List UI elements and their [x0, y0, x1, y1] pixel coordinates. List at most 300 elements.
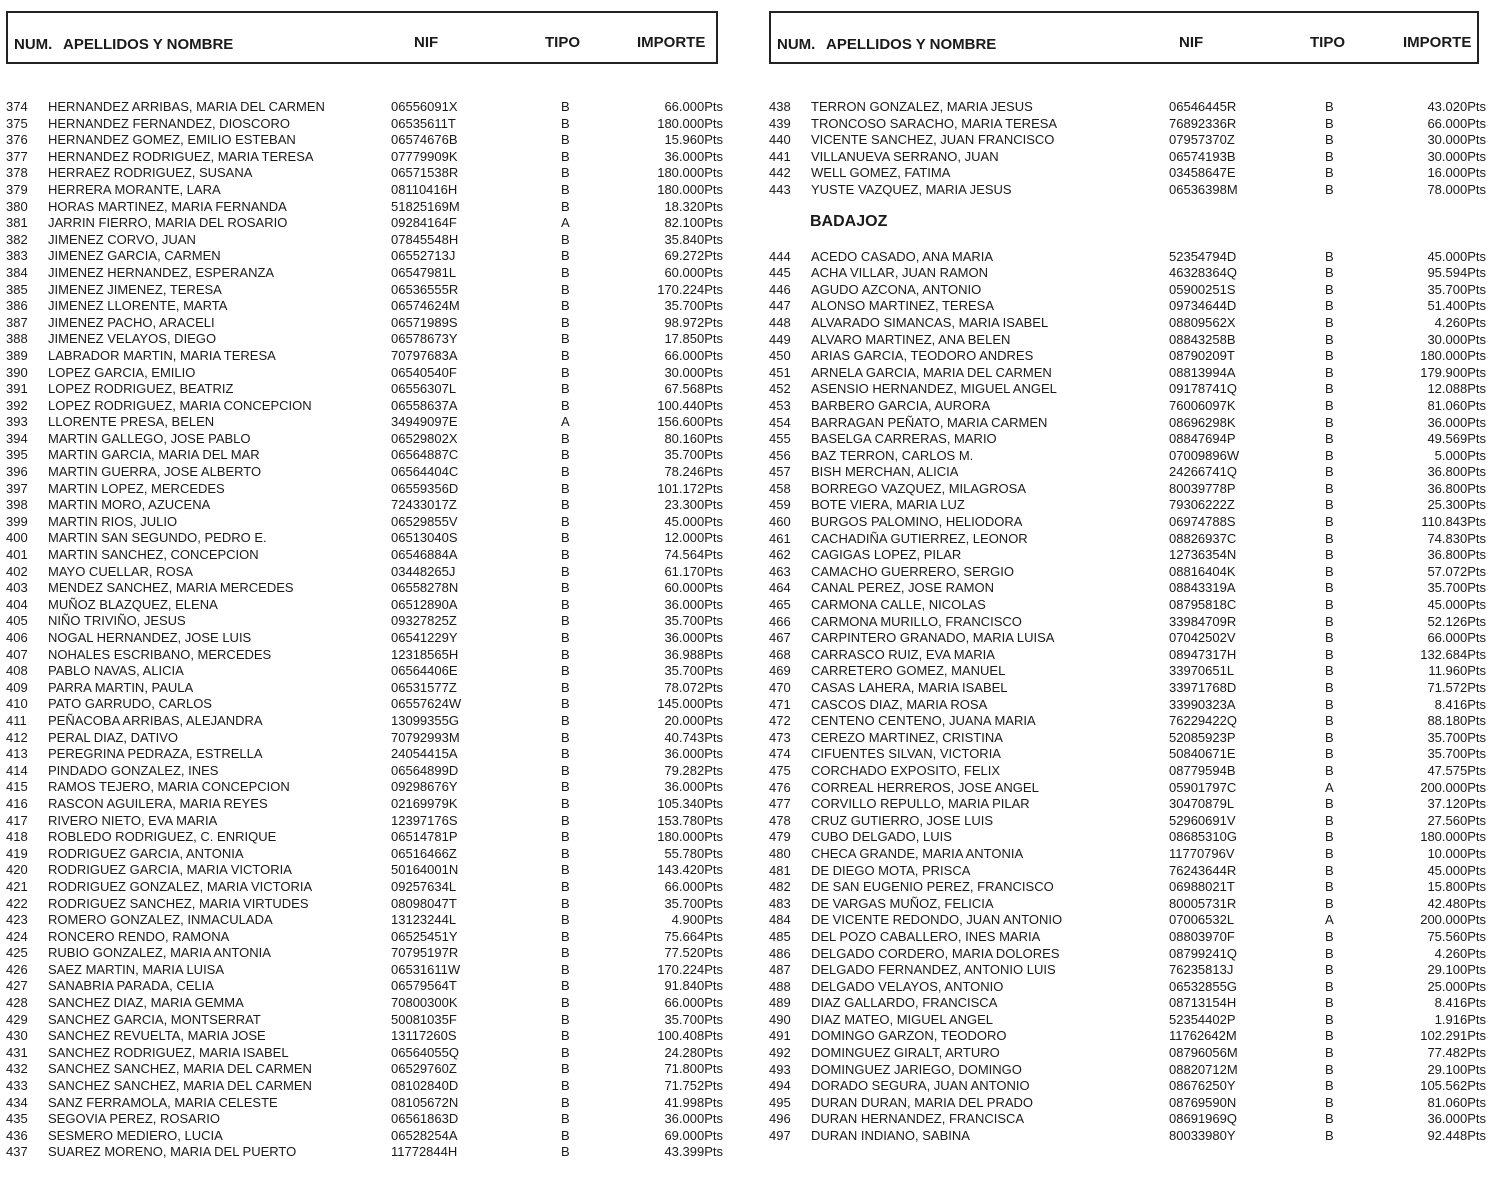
row-name: CENTENO CENTENO, JUANA MARIA — [811, 713, 1036, 729]
row-tipo: B — [1325, 248, 1334, 264]
row-tipo: B — [561, 464, 570, 480]
row-name: DOMINGUEZ JARIEGO, DOMINGO — [811, 1061, 1022, 1077]
row-nif: 06578673Y — [391, 331, 458, 347]
row-num: 431 — [6, 1044, 28, 1060]
row-nif: 08809562X — [1169, 314, 1236, 330]
table-row — [769, 730, 1485, 747]
row-nif: 52354402P — [1169, 1011, 1236, 1027]
row-tipo: B — [561, 563, 570, 579]
row-num: 407 — [6, 646, 28, 662]
row-tipo: B — [561, 995, 570, 1011]
left-rows — [6, 99, 726, 1161]
row-importe: 66.000Pts — [664, 347, 723, 363]
table-row — [769, 813, 1485, 830]
row-importe: 36.800Pts — [1427, 464, 1486, 480]
row-importe: 77.482Pts — [1427, 1045, 1486, 1061]
row-name: JIMENEZ GARCIA, CARMEN — [48, 248, 221, 264]
row-tipo: B — [1325, 563, 1334, 579]
row-num: 489 — [769, 995, 791, 1011]
row-num: 479 — [769, 829, 791, 845]
row-tipo: B — [1325, 181, 1334, 197]
row-nif: 08796056M — [1169, 1045, 1238, 1061]
row-num: 442 — [769, 165, 791, 181]
row-tipo: B — [1325, 995, 1334, 1011]
row-num: 408 — [6, 663, 28, 679]
row-importe: 17.850Pts — [664, 331, 723, 347]
row-name: ACEDO CASADO, ANA MARIA — [811, 248, 994, 264]
table-row — [6, 862, 726, 879]
row-importe: 8.416Pts — [1434, 696, 1486, 712]
row-importe: 98.972Pts — [664, 314, 723, 330]
row-nif: 08696298K — [1169, 414, 1236, 430]
table-row — [6, 182, 726, 199]
row-num: 402 — [6, 563, 28, 579]
row-tipo: B — [561, 945, 570, 961]
row-tipo: B — [561, 912, 570, 928]
row-tipo: B — [1325, 729, 1334, 745]
row-tipo: B — [1325, 746, 1334, 762]
row-num: 434 — [6, 1094, 28, 1110]
row-name: CIFUENTES SILVAN, VICTORIA — [811, 746, 1001, 762]
row-importe: 102.291Pts — [1420, 1028, 1486, 1044]
row-num: 375 — [6, 115, 28, 131]
table-row — [769, 497, 1485, 514]
row-nif: 05900251S — [1169, 281, 1236, 297]
row-num: 423 — [6, 912, 28, 928]
row-importe: 12.000Pts — [664, 530, 723, 546]
row-name: ALVARO MARTINEZ, ANA BELEN — [811, 331, 1011, 347]
row-tipo: B — [561, 1144, 570, 1160]
table-row — [769, 1062, 1485, 1079]
row-num: 412 — [6, 729, 28, 745]
row-num: 481 — [769, 862, 791, 878]
row-num: 404 — [6, 596, 28, 612]
row-num: 467 — [769, 630, 791, 646]
header-nif: NIF — [414, 34, 439, 51]
row-tipo: B — [561, 298, 570, 314]
table-row — [6, 945, 726, 962]
row-importe: 18.320Pts — [664, 198, 723, 214]
row-importe: 101.172Pts — [657, 480, 723, 496]
row-importe: 75.664Pts — [664, 928, 723, 944]
row-num: 474 — [769, 746, 791, 762]
row-tipo: B — [561, 1111, 570, 1127]
row-nif: 33971768D — [1169, 680, 1237, 695]
table-row — [769, 149, 1485, 166]
row-num: 497 — [769, 1128, 791, 1144]
row-importe: 200.000Pts — [1420, 912, 1486, 928]
table-row — [769, 348, 1485, 365]
row-num: 494 — [769, 1078, 791, 1094]
row-tipo: B — [561, 630, 570, 645]
row-tipo: B — [561, 712, 570, 728]
row-importe: 30.000Pts — [1427, 132, 1486, 148]
row-nif: 07779909K — [391, 148, 458, 164]
row-nif: 06536398M — [1169, 181, 1238, 197]
row-name: DURAN INDIANO, SABINA — [811, 1128, 970, 1144]
row-importe: 179.900Pts — [1420, 364, 1486, 380]
row-name: ROMERO GONZALEZ, INMACULADA — [48, 912, 273, 928]
row-name: LOPEZ RODRIGUEZ, BEATRIZ — [48, 381, 234, 397]
row-num: 473 — [769, 729, 791, 745]
row-name: DURAN HERNANDEZ, FRANCISCA — [811, 1111, 1025, 1127]
section-title-badajoz — [769, 199, 1485, 249]
row-tipo: B — [561, 430, 570, 446]
row-tipo: B — [561, 1011, 570, 1027]
row-importe: 200.000Pts — [1420, 779, 1486, 795]
row-num: 471 — [769, 696, 791, 712]
row-tipo: B — [561, 198, 570, 214]
row-tipo: B — [1325, 431, 1334, 447]
row-nif: 46328364Q — [1169, 265, 1237, 281]
row-nif: 08826937C — [1169, 530, 1237, 546]
row-num: 462 — [769, 547, 791, 563]
row-num: 476 — [769, 779, 791, 795]
row-num: 443 — [769, 181, 791, 197]
row-name: MARTIN GALLEGO, JOSE PABLO — [48, 430, 251, 446]
row-name: MUÑOZ BLAZQUEZ, ELENA — [48, 596, 218, 612]
row-name: CEREZO MARTINEZ, CRISTINA — [811, 729, 1003, 745]
row-num: 469 — [769, 663, 791, 679]
table-row — [6, 846, 726, 863]
row-importe: 35.700Pts — [664, 613, 723, 629]
row-nif: 12318565H — [391, 646, 459, 662]
table-row — [769, 647, 1485, 664]
row-nif: 06535611T — [391, 115, 456, 131]
row-num: 392 — [6, 397, 28, 413]
row-tipo: B — [1325, 1094, 1334, 1110]
row-importe: 71.752Pts — [664, 1078, 723, 1094]
row-nif: 06529855V — [391, 513, 458, 529]
row-num: 449 — [769, 331, 791, 347]
row-importe: 170.224Pts — [657, 281, 723, 297]
row-tipo: B — [1325, 1128, 1334, 1144]
row-importe: 60.000Pts — [664, 580, 723, 596]
row-nif: 51825169M — [391, 198, 460, 214]
header-importe: IMPORTE — [1403, 34, 1472, 51]
row-importe: 180.000Pts — [657, 829, 723, 845]
table-row — [769, 580, 1485, 597]
row-name: HERRERA MORANTE, LARA — [48, 181, 221, 197]
row-nif: 02169979K — [391, 795, 458, 811]
row-num: 398 — [6, 497, 28, 513]
table-row — [6, 232, 726, 249]
table-row — [6, 547, 726, 564]
row-nif: 06558637A — [391, 397, 458, 413]
row-importe: 30.000Pts — [1427, 331, 1486, 347]
row-tipo: B — [1325, 646, 1334, 662]
table-row — [769, 780, 1485, 797]
row-nif: 08102840D — [391, 1078, 459, 1094]
row-tipo: B — [561, 132, 570, 148]
row-num: 426 — [6, 961, 28, 977]
row-tipo: B — [1325, 962, 1334, 978]
row-importe: 1.916Pts — [1434, 1011, 1486, 1027]
row-num: 381 — [6, 215, 28, 231]
row-tipo: B — [1325, 796, 1334, 812]
table-row — [769, 448, 1485, 465]
table-row — [769, 116, 1485, 133]
table-row — [769, 564, 1485, 581]
row-name: NOGAL HERNANDEZ, JOSE LUIS — [48, 630, 252, 645]
row-name: SESMERO MEDIERO, LUCIA — [48, 1127, 223, 1143]
row-importe: 35.700Pts — [664, 447, 723, 463]
table-row — [6, 912, 726, 929]
row-tipo: B — [1325, 762, 1334, 778]
row-num: 383 — [6, 248, 28, 264]
table-row — [6, 381, 726, 398]
row-nif: 24054415A — [391, 746, 458, 762]
row-nif: 08843258B — [1169, 331, 1236, 347]
row-nif: 11770796V — [1169, 845, 1235, 861]
row-name: BAZ TERRON, CARLOS M. — [811, 447, 974, 463]
row-nif: 06561863D — [391, 1111, 459, 1127]
table-row — [6, 248, 726, 265]
table-row — [769, 332, 1485, 349]
row-tipo: B — [1325, 148, 1334, 164]
row-importe: 25.300Pts — [1427, 497, 1486, 513]
table-row — [769, 1028, 1485, 1045]
row-importe: 4.260Pts — [1434, 314, 1486, 330]
row-importe: 78.072Pts — [664, 679, 723, 695]
row-importe: 43.020Pts — [1427, 99, 1486, 114]
row-nif: 07845548H — [391, 231, 459, 247]
row-tipo: B — [561, 115, 570, 131]
row-num: 414 — [6, 762, 28, 778]
header-name: APELLIDOS Y NOMBRE — [63, 36, 234, 53]
row-num: 438 — [769, 99, 791, 114]
row-name: DOMINGO GARZON, TEODORO — [811, 1028, 1007, 1044]
row-name: CARRASCO RUIZ, EVA MARIA — [811, 646, 995, 662]
row-importe: 74.564Pts — [664, 547, 723, 563]
table-row — [6, 149, 726, 166]
row-name: BARRAGAN PEÑATO, MARIA CARMEN — [811, 414, 1048, 430]
row-importe: 36.800Pts — [1427, 547, 1486, 563]
row-importe: 20.000Pts — [664, 712, 723, 728]
row-num: 430 — [6, 1028, 28, 1044]
row-num: 451 — [769, 364, 791, 380]
row-nif: 08685310G — [1169, 829, 1237, 845]
row-num: 448 — [769, 314, 791, 330]
row-name: HERNANDEZ FERNANDEZ, DIOSCORO — [48, 115, 290, 131]
row-tipo: B — [561, 878, 570, 894]
row-nif: 08820712M — [1169, 1061, 1238, 1077]
table-row — [6, 713, 726, 730]
row-nif: 08795818C — [1169, 597, 1237, 613]
table-row — [769, 1111, 1485, 1128]
row-importe: 29.100Pts — [1427, 1061, 1486, 1077]
row-nif: 13123244L — [391, 912, 457, 928]
table-row — [769, 182, 1485, 199]
row-tipo: B — [1325, 895, 1334, 911]
header-tipo: TIPO — [1310, 34, 1346, 51]
row-name: MARTIN LOPEZ, MERCEDES — [48, 480, 225, 496]
row-nif: 05901797C — [1169, 779, 1237, 795]
row-nif: 06516466Z — [391, 845, 457, 861]
table-row — [769, 879, 1485, 896]
table-row — [6, 995, 726, 1012]
row-importe: 35.700Pts — [664, 895, 723, 911]
row-nif: 11772844H — [391, 1144, 458, 1160]
table-row — [6, 497, 726, 514]
row-name: JIMENEZ LLORENTE, MARTA — [48, 298, 228, 314]
row-num: 385 — [6, 281, 28, 297]
row-num: 436 — [6, 1127, 28, 1143]
row-tipo: B — [1325, 364, 1334, 380]
table-row — [6, 1061, 726, 1078]
row-tipo: B — [1325, 464, 1334, 480]
row-nif: 24266741Q — [1169, 464, 1237, 480]
row-nif: 06514781P — [391, 829, 458, 845]
row-num: 485 — [769, 928, 791, 944]
row-name: MARTIN SANCHEZ, CONCEPCION — [48, 547, 259, 563]
row-tipo: B — [1325, 298, 1334, 314]
row-importe: 30.000Pts — [1427, 148, 1486, 164]
row-tipo: B — [561, 1127, 570, 1143]
row-name: MARTIN SAN SEGUNDO, PEDRO E. — [48, 530, 267, 546]
row-num: 379 — [6, 181, 28, 197]
row-importe: 81.060Pts — [1427, 1094, 1486, 1110]
row-nif: 76006097K — [1169, 397, 1236, 413]
row-importe: 180.000Pts — [1420, 829, 1486, 845]
row-num: 460 — [769, 514, 791, 530]
row-nif: 06540540F — [391, 364, 457, 380]
table-row — [769, 597, 1485, 614]
row-num: 465 — [769, 597, 791, 613]
table-row — [6, 613, 726, 630]
row-importe: 12.088Pts — [1427, 381, 1486, 397]
row-importe: 78.000Pts — [1427, 181, 1486, 197]
row-nif: 33970651L — [1169, 663, 1235, 679]
row-name: SANZ FERRAMOLA, MARIA CELESTE — [48, 1094, 278, 1110]
row-importe: 66.000Pts — [664, 878, 723, 894]
row-importe: 45.000Pts — [1427, 597, 1486, 613]
row-importe: 35.700Pts — [664, 298, 723, 314]
row-importe: 145.000Pts — [657, 696, 723, 712]
row-importe: 105.340Pts — [657, 795, 723, 811]
table-row — [6, 1111, 726, 1128]
row-importe: 66.000Pts — [664, 99, 723, 114]
row-nif: 06988021T — [1169, 879, 1235, 895]
row-name: RONCERO RENDO, RAMONA — [48, 928, 230, 944]
row-importe: 43.399Pts — [664, 1144, 723, 1160]
row-importe: 105.562Pts — [1420, 1078, 1486, 1094]
row-nif: 06559356D — [391, 480, 459, 496]
row-importe: 66.000Pts — [664, 995, 723, 1011]
row-nif: 08769590N — [1169, 1094, 1237, 1110]
table-row — [769, 531, 1485, 548]
row-name: SANCHEZ DIAZ, MARIA GEMMA — [48, 995, 244, 1011]
row-name: TERRON GONZALEZ, MARIA JESUS — [811, 99, 1033, 114]
row-nif: 30470879L — [1169, 796, 1235, 812]
row-importe: 45.000Pts — [1427, 862, 1486, 878]
row-name: MAYO CUELLAR, ROSA — [48, 563, 193, 579]
row-name: RUBIO GONZALEZ, MARIA ANTONIA — [48, 945, 271, 961]
row-importe: 71.572Pts — [1427, 680, 1486, 695]
row-name: PINDADO GONZALEZ, INES — [48, 762, 219, 778]
row-nif: 06546445R — [1169, 99, 1237, 114]
row-name: CORVILLO REPULLO, MARIA PILAR — [811, 796, 1030, 812]
row-nif: 50840671E — [1169, 746, 1236, 762]
row-name: DIAZ MATEO, MIGUEL ANGEL — [811, 1011, 994, 1027]
row-num: 483 — [769, 895, 791, 911]
row-nif: 06552713J — [391, 248, 456, 264]
row-tipo: B — [561, 264, 570, 280]
row-num: 427 — [6, 978, 28, 994]
row-importe: 36.000Pts — [664, 1111, 723, 1127]
row-name: CAGIGAS LOPEZ, PILAR — [811, 547, 962, 563]
row-num: 492 — [769, 1045, 791, 1061]
row-tipo: B — [1325, 680, 1334, 695]
row-num: 419 — [6, 845, 28, 861]
row-nif: 70800300K — [391, 995, 458, 1011]
row-name: BISH MERCHAN, ALICIA — [811, 464, 959, 480]
table-row — [6, 414, 726, 431]
row-name: CORCHADO EXPOSITO, FELIX — [811, 762, 1001, 778]
row-name: RODRIGUEZ SANCHEZ, MARIA VIRTUDES — [48, 895, 309, 911]
row-importe: 25.000Pts — [1427, 978, 1486, 994]
row-num: 390 — [6, 364, 28, 380]
row-name: RODRIGUEZ GARCIA, MARIA VICTORIA — [48, 862, 292, 878]
row-num: 413 — [6, 746, 28, 762]
table-row — [769, 796, 1485, 813]
table-row — [6, 116, 726, 133]
row-nif: 13117260S — [391, 1028, 457, 1044]
row-name: CASAS LAHERA, MARIA ISABEL — [811, 680, 1008, 695]
row-name: CAMACHO GUERRERO, SERGIO — [811, 563, 1014, 579]
row-tipo: B — [1325, 265, 1334, 281]
row-tipo: B — [1325, 530, 1334, 546]
row-nif: 34949097E — [391, 414, 458, 430]
row-name: PEÑACOBA ARRIBAS, ALEJANDRA — [48, 712, 263, 728]
row-nif: 08803970F — [1169, 928, 1235, 944]
row-name: DOMINGUEZ GIRALT, ARTURO — [811, 1045, 1000, 1061]
row-nif: 06974788S — [1169, 514, 1236, 530]
row-tipo: B — [1325, 132, 1334, 148]
row-tipo: B — [561, 812, 570, 828]
row-importe: 15.960Pts — [664, 132, 723, 148]
row-nif: 06528254A — [391, 1127, 458, 1143]
table-row — [6, 199, 726, 216]
row-tipo: B — [1325, 414, 1334, 430]
row-num: 439 — [769, 115, 791, 131]
row-num: 452 — [769, 381, 791, 397]
row-num: 445 — [769, 265, 791, 281]
row-nif: 80033980Y — [1169, 1128, 1236, 1144]
row-name: DELGADO VELAYOS, ANTONIO — [811, 978, 1004, 994]
row-name: JARRIN FIERRO, MARIA DEL ROSARIO — [48, 215, 288, 231]
row-nif: 07006532L — [1169, 912, 1235, 928]
row-tipo: B — [561, 663, 570, 679]
row-num: 403 — [6, 580, 28, 596]
row-num: 478 — [769, 812, 791, 828]
row-nif: 06512890A — [391, 596, 458, 612]
table-row — [6, 298, 726, 315]
row-tipo: B — [561, 845, 570, 861]
row-num: 444 — [769, 248, 791, 264]
row-nif: 07009896W — [1169, 447, 1240, 463]
row-importe: 5.000Pts — [1434, 447, 1486, 463]
row-num: 468 — [769, 646, 791, 662]
row-num: 461 — [769, 530, 791, 546]
row-importe: 36.000Pts — [664, 779, 723, 795]
row-num: 491 — [769, 1028, 791, 1044]
row-tipo: B — [561, 1094, 570, 1110]
table-row — [769, 514, 1485, 531]
table-row — [769, 1095, 1485, 1112]
row-name: LABRADOR MARTIN, MARIA TERESA — [48, 347, 276, 363]
table-row — [6, 530, 726, 547]
